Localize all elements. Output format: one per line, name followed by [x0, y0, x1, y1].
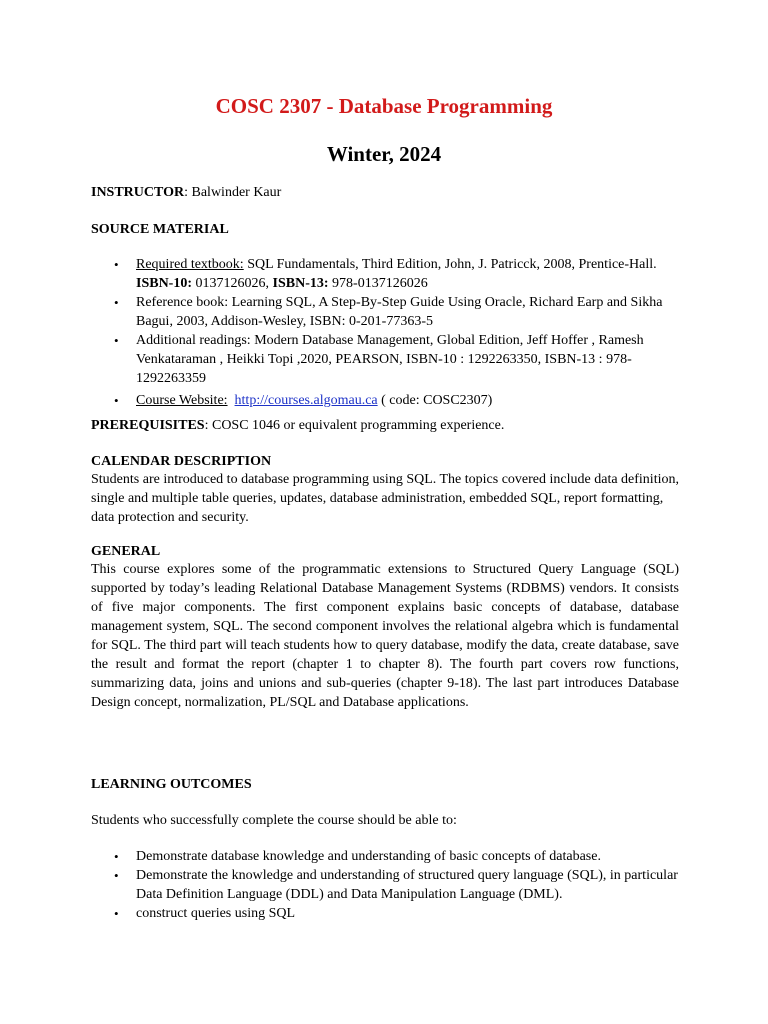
learning-outcomes-list: [91, 847, 691, 923]
prerequisites-line: [91, 416, 679, 435]
list-item-additional-readings: • Additional readings: Modern Database Management, Global Edition, Jeff Hoffer , Ramesh Venkataraman , Heikki Topi ,2020, PEARSON, ISBN-10 : 1292263350, ISBN-13 : 978-1292263359: [91, 331, 691, 388]
calendar-heading: CALENDAR DESCRIPTION: [91, 454, 272, 469]
course-term: Winter, 2024: [326, 142, 442, 166]
list-item-course-website: [91, 391, 691, 410]
learning-outcomes-heading: LEARNING OUTCOMES: [91, 777, 252, 792]
instructor-sep: :: [184, 185, 192, 200]
prerequisites-label: PREREQUISITES: [91, 418, 205, 433]
instructor-label: INSTRUCTOR: [91, 185, 185, 200]
course-title: COSC 2307 - Database Programming: [215, 94, 553, 118]
list-item: • construct queries using SQL: [91, 904, 691, 923]
source-material-heading: SOURCE MATERIAL: [91, 222, 229, 237]
learning-outcomes-intro: Students who successfully complete the course should be able to:: [91, 813, 457, 828]
general-heading: GENERAL: [91, 544, 161, 559]
required-textbook-text: SQL Fundamentals, Third Edition, John, J. Patricck, 2008, Prentice-Hall.: [243, 257, 657, 272]
list-item: • Demonstrate database knowledge and understanding of basic concepts of database.: [91, 847, 691, 866]
course-website-code: ( code: COSC2307): [377, 393, 493, 408]
list-item: • Demonstrate the knowledge and understanding of structured query language (SQL), in particular Data Definition Language (DDL) and Data Manipulation Language (DML).: [91, 866, 691, 904]
course-website-link[interactable]: http://courses.algomau.ca: [234, 393, 378, 408]
isbn13-label: ISBN-13:: [272, 276, 329, 291]
instructor-line: [91, 183, 679, 202]
list-item-required-textbook: [91, 255, 691, 293]
isbn13-value: 978-0137126026: [328, 276, 428, 291]
list-item-reference-book: • Reference book: Learning SQL, A Step-By-Step Guide Using Oracle, Richard Earp and Sikha Bagui, 2003, Addison-Wesley, ISBN: 0-201-77363-5: [91, 293, 691, 331]
general-text: This course explores some of the programmatic extensions to Structured Query Language (SQL) supported by today’s leading Relational Database Management Systems (RDBMS) vendors. It consists of five major components. The first component explains basic concepts of database, database management system, SQL. The second component involves the relational algebra which is fundamental for SQL. The third part will teach students how to query database, modify the data, create database, save the result and format the report (chapter 1 to chapter 8). The fourth part covers row functions, summarizing data, joins and unions and sub-queries (chapter 9-18). The last part introduces Database Design concept, normalization, PL/SQL and Database applications.: [91, 562, 679, 710]
course-website-label: Course Website:: [136, 393, 228, 408]
required-textbook-label: Required textbook:: [136, 257, 244, 272]
calendar-text: Students are introduced to database programming using SQL. The topics covered include data definition, single and multiple table queries, updates, database administration, embedded SQL, report formatting, data protection and security.: [91, 472, 679, 525]
source-material-list: [91, 255, 691, 410]
isbn10-label: ISBN-10:: [136, 276, 193, 291]
isbn10-value: 0137126026,: [192, 276, 273, 291]
prerequisites-text: : COSC 1046 or equivalent programming experience.: [204, 418, 505, 433]
instructor-name: Balwinder Kaur: [191, 185, 282, 200]
